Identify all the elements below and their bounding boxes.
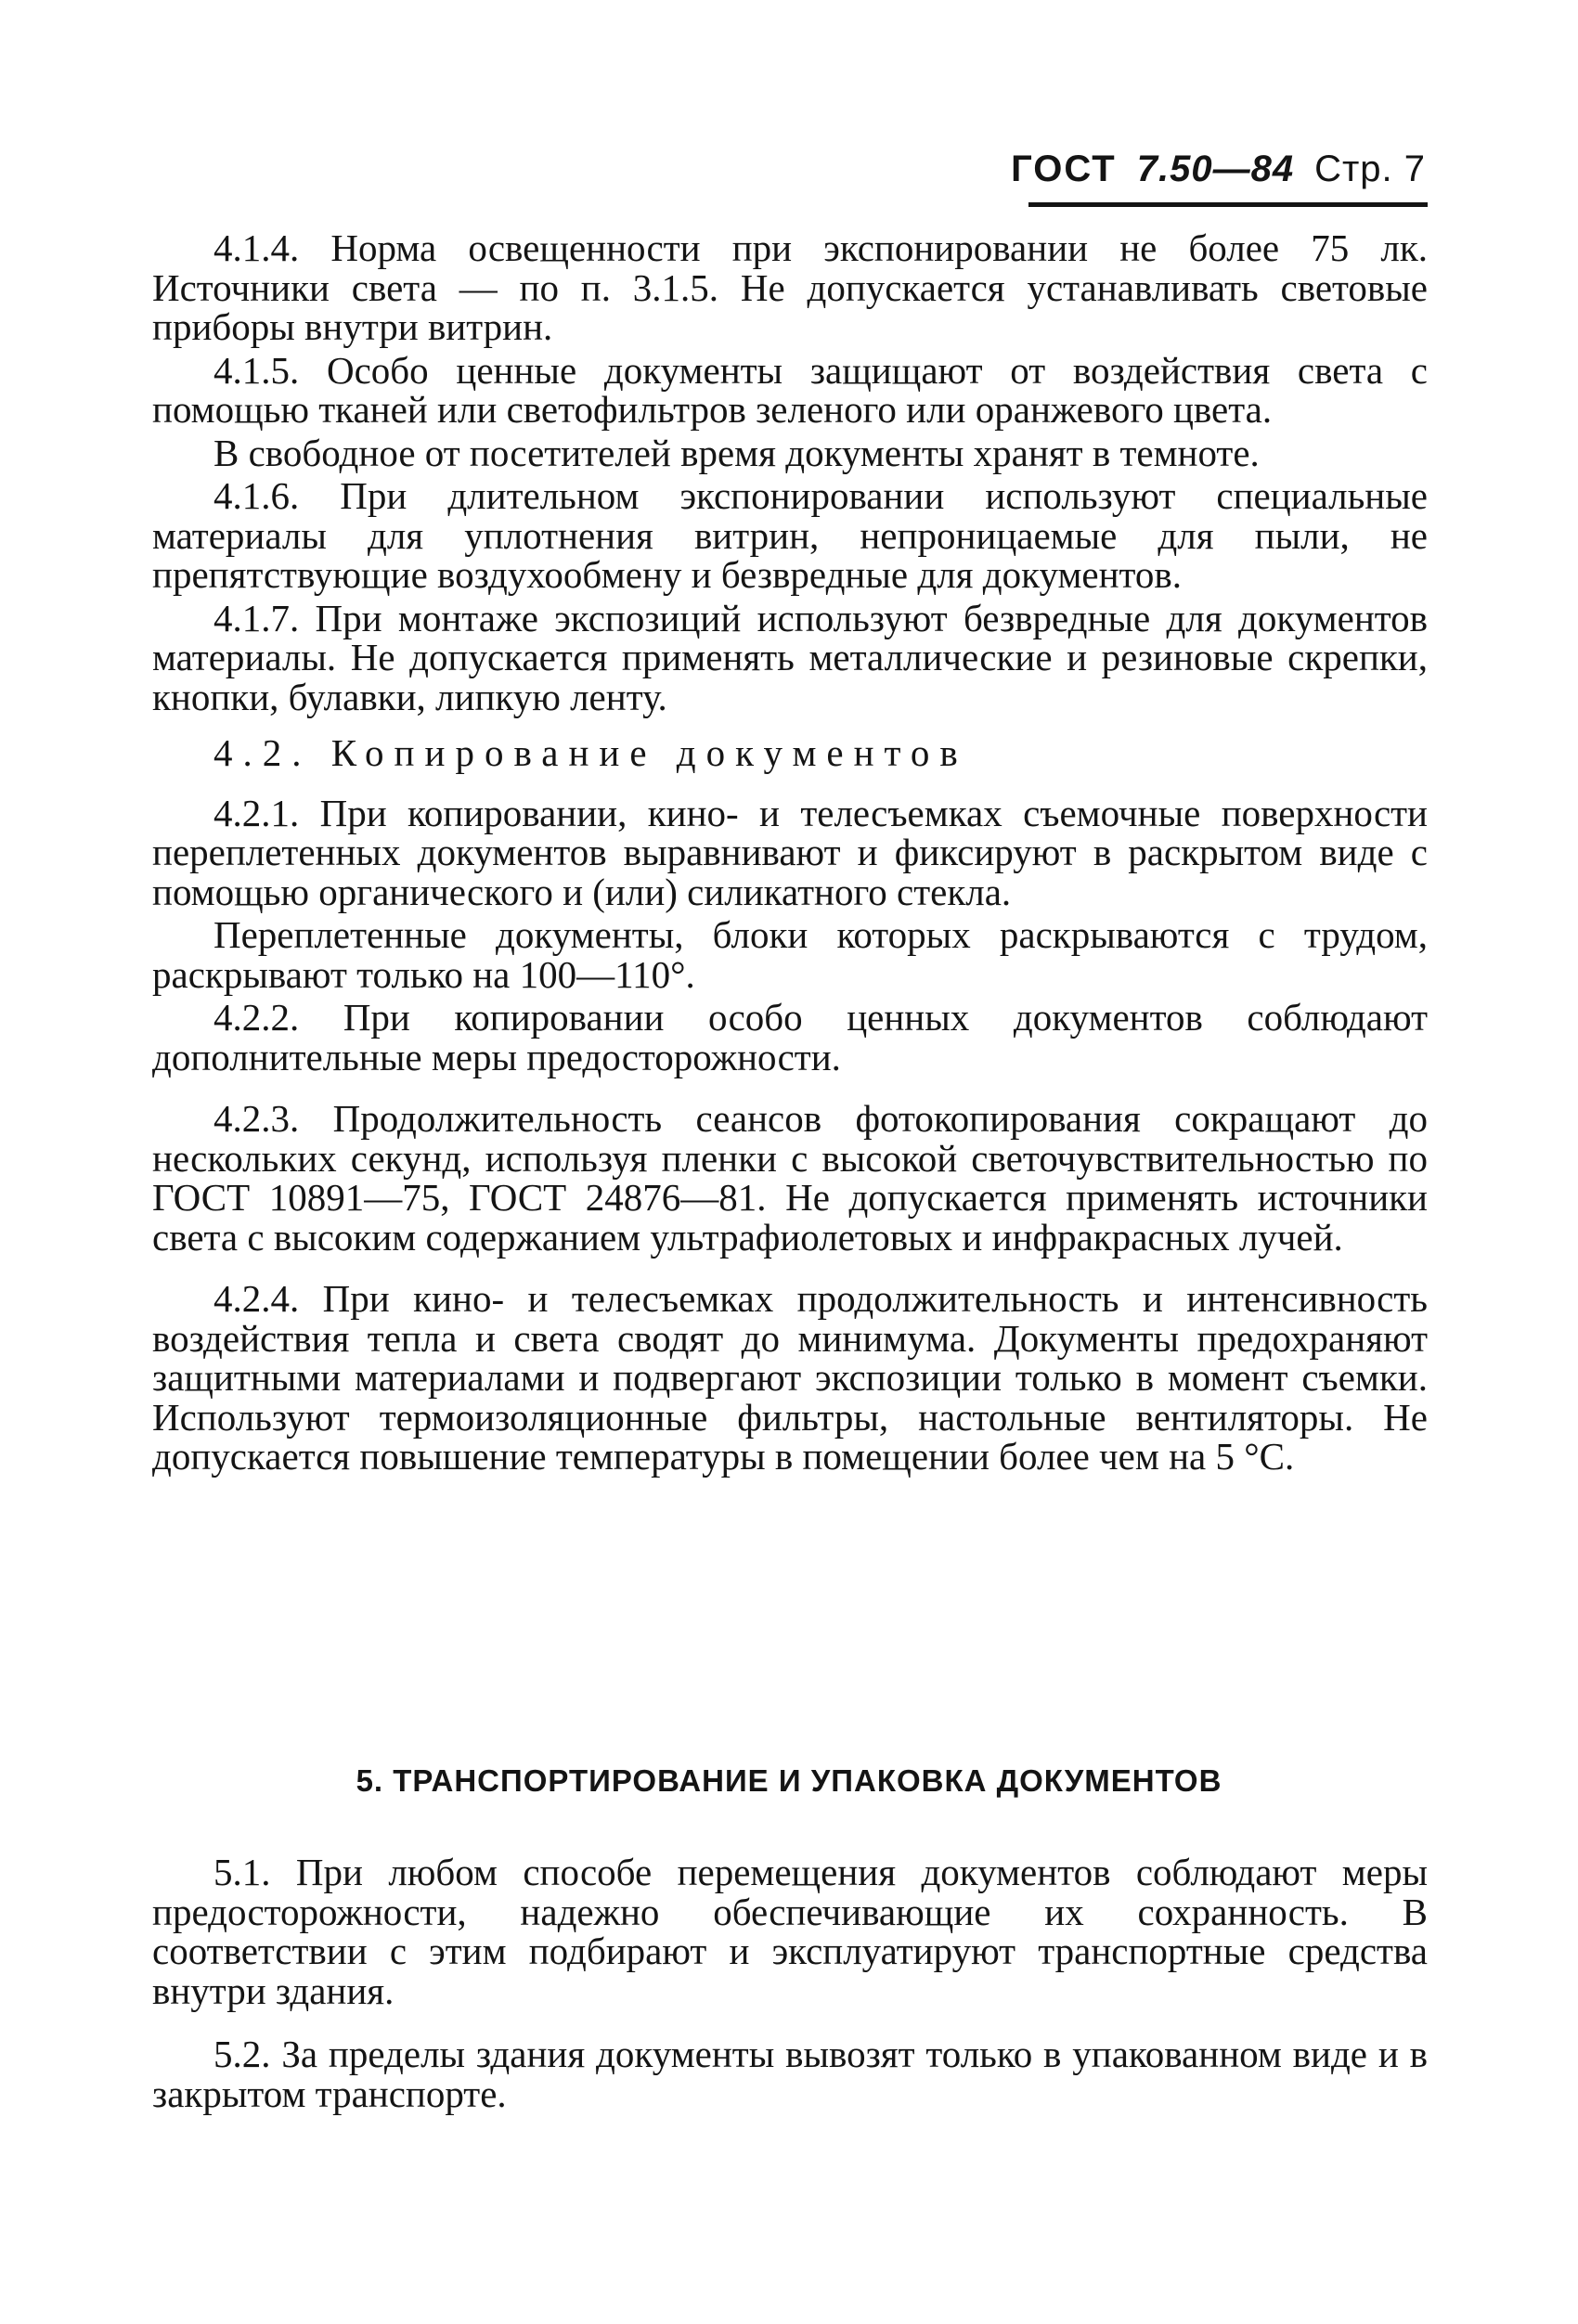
- paragraph-4-1-5-continued: В свободное от посетителей время документы хранят в темноте.: [213, 431, 1260, 474]
- header-rule: [1028, 202, 1428, 207]
- paragraph-4-1-7: 4.1.7. При монтаже экспозиций используют безвредные для документов материалы. Не допускается применять металлические и резиновые скрепки, кнопки, булавки, липкую ленту.: [152, 596, 1428, 718]
- paragraph-4-2-2: 4.2.2. При копировании особо ценных документов соблюдают дополнительные меры предосторожности.: [152, 996, 1428, 1078]
- paragraph-4-1-5: 4.1.5. Особо ценные документы защищают от воздействия света с помощью тканей или светофильтров зеленого или оранжевого цвета.: [152, 348, 1428, 431]
- paragraph-4-2-3: 4.2.3. Продолжительность сеансов фотокопирования сокращают до нескольких секунд, используя пленки с высокой светочувствительностью по ГОСТ 10891—75, ГОСТ 24876—81. Не допускается применять источники света с высоким содержанием ультрафиолетовых и инфракрасных лучей.: [152, 1097, 1428, 1259]
- standard-label: ГОСТ: [1011, 148, 1117, 189]
- section-5-body: [152, 1853, 1428, 2137]
- paragraph-5-1: 5.1. При любом способе перемещения документов соблюдают меры предосторожности, надежно обеспечивающие их сохранность. В соответствии с этим подбирают и эксплуатируют транспортные средства внутри здания.: [152, 1851, 1428, 2012]
- paragraph-4-2-1: 4.2.1. При копировании, кино- и телесъемках съемочные поверхности переплетенных документов выравнивают и фиксируют в раскрытом виде с помощью органического и (или) силикатного стекла.: [152, 791, 1428, 913]
- page-header: [1011, 148, 1426, 190]
- paragraph-5-2: 5.2. За пределы здания документы вывозят только в упакованном виде и в закрытом транспорте.: [152, 2033, 1428, 2115]
- page-number: Стр. 7: [1314, 148, 1426, 189]
- subsection-heading-4-2: 4.2. Копирование документов: [213, 731, 968, 774]
- paragraph-4-1-4: 4.1.4. Норма освещенности при экспонировании не более 75 лк. Источники света — по п. 3.1.5. Не допускается устанавливать световые приборы внутри витрин.: [152, 226, 1428, 348]
- paragraph-4-1-6: 4.1.6. При длительном экспонировании используют специальные материалы для уплотнения витрин, непроницаемые для пыли, не препятствующие воздухообмену и безвредные для документов.: [152, 474, 1428, 596]
- standard-number: 7.50—84: [1136, 148, 1295, 189]
- section-5-heading: 5. ТРАНСПОРТИРОВАНИЕ И УПАКОВКА ДОКУМЕНТОВ: [356, 1763, 1222, 1798]
- section-4-body: [152, 228, 1428, 1480]
- paragraph-4-2-1-continued: Переплетенные документы, блоки которых раскрываются с трудом, раскрывают только на 100—110°.: [152, 913, 1428, 996]
- paragraph-4-2-4: 4.2.4. При кино- и телесъемках продолжительность и интенсивность воздействия тепла и света сводят до минимума. Документы предохраняют защитными материалами и подвергают экспозиции только в момент съемки. Используют термоизоляционные фильтры, настольные вентиляторы. Не допускается повышение температуры в помещении более чем на 5 °С.: [152, 1277, 1428, 1478]
